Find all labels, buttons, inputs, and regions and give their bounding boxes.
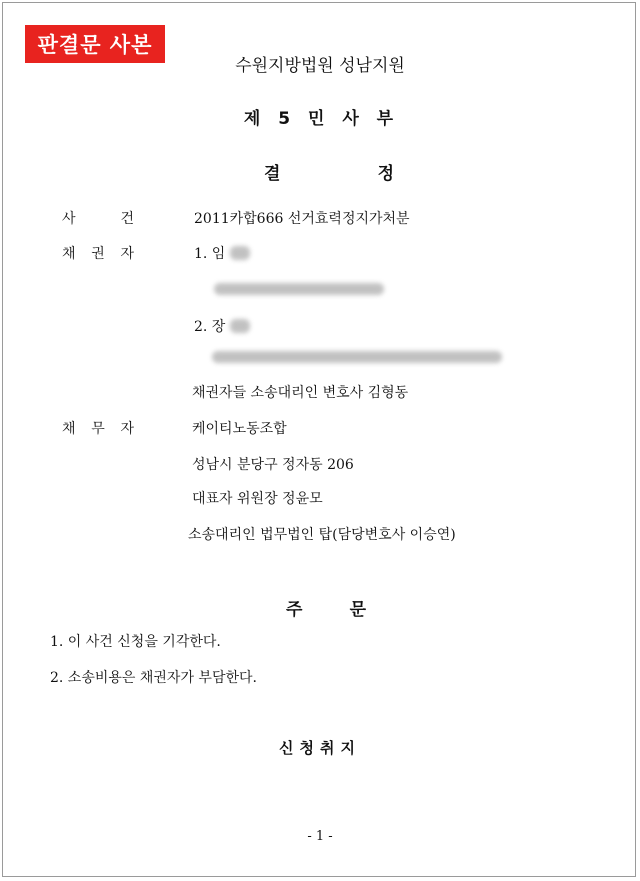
section-heading-withdrawal: 신청취지 — [279, 739, 361, 757]
redacted-address — [212, 351, 502, 363]
copy-badge: 판결문 사본 — [25, 25, 165, 63]
order-item: 1. 이 사건 신청을 기각한다. — [50, 634, 221, 650]
creditor-2-name: 2. 장 — [194, 319, 226, 335]
page-number: - 1 - — [307, 829, 333, 844]
creditor-label-char: 자 — [120, 246, 134, 262]
order-heading-char: 주 — [286, 600, 303, 620]
court-name: 수원지방법원 성남지원 — [235, 56, 405, 76]
order-heading-char: 문 — [349, 600, 366, 620]
document-type — [264, 159, 394, 184]
debtor-counsel: 소송대리인 법무법인 탑(담당변호사 이승연) — [188, 527, 456, 543]
order-item: 2. 소송비용은 채권자가 부담한다. — [50, 670, 257, 686]
creditor-label-char: 채 — [62, 246, 76, 262]
debtor-label-char: 자 — [120, 421, 134, 437]
redacted-name — [230, 246, 250, 260]
creditor-1-name: 1. 임 — [194, 246, 226, 262]
debtor-label-char: 채 — [62, 421, 76, 437]
division-name: 제 5 민 사 부 — [243, 109, 397, 129]
creditor-2 — [194, 316, 225, 336]
debtor-label — [62, 418, 134, 438]
debtor-representative: 대표자 위원장 정윤모 — [192, 491, 323, 507]
order-heading — [286, 595, 366, 620]
redacted-name — [230, 319, 250, 333]
case-number: 2011카합666 선거효력정지가처분 — [194, 211, 410, 227]
debtor-label-char: 무 — [91, 421, 105, 437]
debtor-address: 성남시 분당구 정자동 206 — [192, 457, 354, 473]
case-label — [62, 208, 134, 228]
creditor-label — [62, 243, 134, 263]
creditor-1 — [194, 243, 225, 263]
redacted-address — [214, 283, 384, 295]
document-type-char: 정 — [377, 164, 394, 184]
case-label-char: 사 — [62, 211, 76, 227]
case-label-char: 건 — [120, 211, 134, 227]
creditor-counsel: 채권자들 소송대리인 변호사 김형동 — [192, 385, 409, 401]
debtor-name: 케이티노동조합 — [192, 421, 287, 437]
creditor-label-char: 권 — [91, 246, 105, 262]
document-type-char: 결 — [264, 164, 281, 184]
